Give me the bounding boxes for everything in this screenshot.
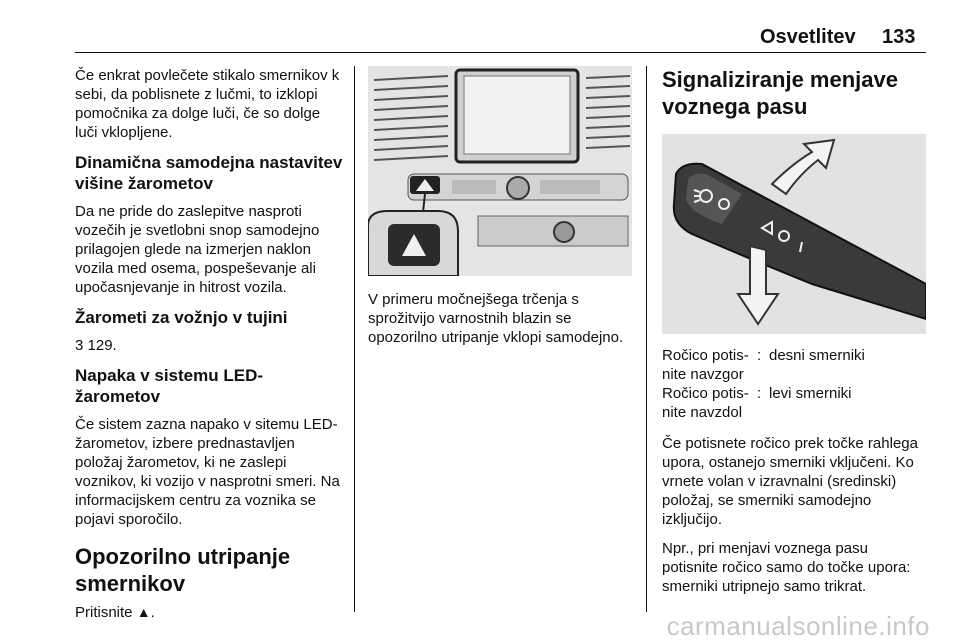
header-rule xyxy=(75,52,926,53)
heading-led-fault: Napaka v sistemu LED-žarometov xyxy=(75,366,264,406)
legend-desc-down: levi smerniki xyxy=(769,385,852,402)
paragraph-led-fault: Če sistem zazna napako v sitemu LED-žarometov, izbere prednastavljen položaj žarometov, ki ne zaslepi voznikov, ki vozijo v nasprotni smeri. Na informacijskem centru za voznika se pojavi sporočilo. xyxy=(75,416,340,528)
paragraph-dynamic-leveling: Da ne pride do zaslepitve nasproti vozečih je svetlobni snop samodejno prilagojen glede na izmerjen naklon vozila med osema, pospeševanje ali upočasnjevanje in hitrost vozila. xyxy=(75,203,320,296)
heading-lane-change: Signaliziranje menjave voznega pasu xyxy=(662,67,898,119)
hazard-text-prefix: Pritisnite xyxy=(75,604,133,621)
column-divider-2 xyxy=(646,66,647,612)
hazard-triangle-icon: ▲ xyxy=(136,604,151,620)
paragraph-driving-abroad: 3 129. xyxy=(75,337,117,354)
figure-caption: V primeru močnejšega trčenja s sprožitvijo varnostnih blazin se opozorilno utripanje vklopi samodejno. xyxy=(368,291,624,346)
page-header-title: Osvetlitev xyxy=(760,26,856,48)
legend-term-down: Ročico potis-nite navzdol xyxy=(662,385,749,421)
turn-signal-stalk-illustration xyxy=(662,134,926,334)
legend-desc-up: desni smerniki xyxy=(769,347,865,364)
page-number: 133 xyxy=(882,26,916,48)
legend-sep-up: : xyxy=(757,347,762,364)
watermark: carmanualsonline.info xyxy=(666,611,930,641)
hazard-text-suffix: . xyxy=(150,604,155,621)
column-2 xyxy=(368,66,632,357)
heading-dynamic-leveling: Dinamična samodejna nastavitev višine žarometov xyxy=(75,153,343,193)
legend-term-up: Ročico potis-nite navzgor xyxy=(662,347,749,383)
heading-driving-abroad: Žarometi za vožnjo v tujini xyxy=(75,308,288,327)
legend-sep-down: : xyxy=(757,385,762,402)
paragraph-resistance-point: Če potisnete ročico prek točke rahlega upora, ostanejo smerniki vključeni. Ko vrnete volan v izravnalni (sredinski) položaj, se smerniki samodejno izključijo. xyxy=(662,435,918,528)
heading-hazard-warning: Opozorilno utripanje smernikov xyxy=(75,544,291,596)
column-divider-1 xyxy=(354,66,355,612)
column-3 xyxy=(662,66,926,606)
intro-paragraph: Če enkrat povlečete stikalo smernikov k sebi, da poblisnete z lučmi, to izklopi pomočnika za dolge luči, če so dolge luči vklopljene. xyxy=(75,67,340,141)
signal-legend xyxy=(662,346,926,422)
paragraph-lane-change-example: Npr., pri menjavi voznega pasu potisnite ročico samo do točke upora: smerniki utripnejo samo trikrat. xyxy=(662,540,911,595)
dashboard-hazard-button-illustration xyxy=(368,66,632,276)
paragraph-hazard xyxy=(75,603,343,622)
column-1 xyxy=(75,66,343,632)
